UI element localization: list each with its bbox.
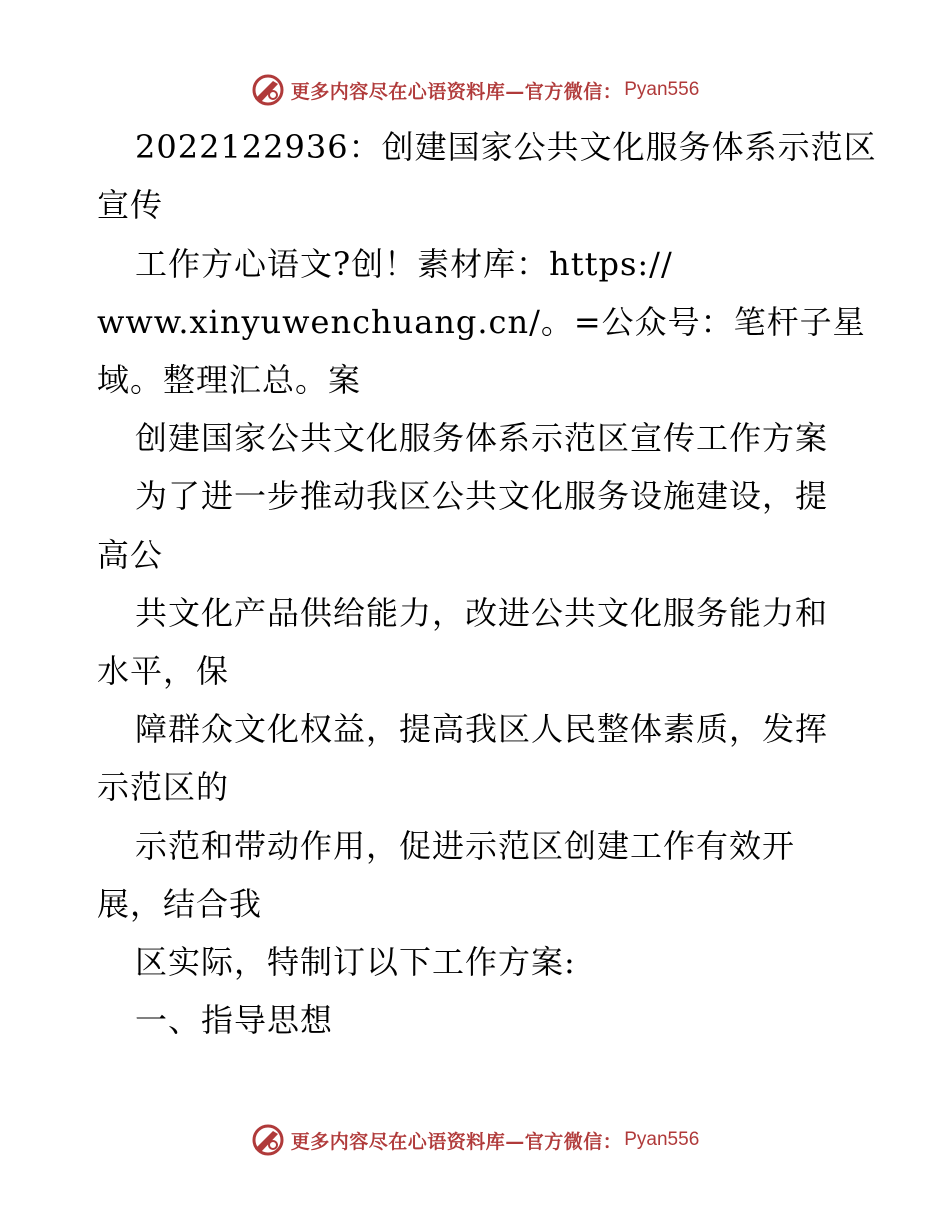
ink-pen-seal-icon [251, 73, 285, 107]
doc-line: www.xinyuwenchuang.cn/。=公众号：笔杆子星 [97, 303, 866, 341]
doc-line: 共文化产品供给能力，改进公共文化服务能力和 [135, 594, 829, 632]
doc-line: 示范区的 [97, 768, 230, 806]
doc-line: 为了进一步推动我区公共文化服务设施建设，提 [135, 477, 829, 515]
watermark-text: 更多内容尽在心语资料库—官方微信： [290, 80, 623, 103]
watermark-wechat-id: Pyan556 [624, 79, 700, 100]
doc-line: 障群众文化权益，提高我区人民整体素质，发挥 [135, 710, 829, 748]
doc-line: 宣传 [97, 186, 164, 224]
watermark-wechat-id: Pyan556 [624, 1129, 700, 1150]
section-heading: 一、指导思想 [135, 1001, 334, 1039]
doc-line: 高公 [97, 536, 164, 574]
doc-line: 水平，保 [97, 652, 230, 690]
doc-line: 区实际，特制订以下工作方案: [135, 943, 576, 981]
footer-watermark [0, 1120, 950, 1160]
doc-line: 域。整理汇总。案 [97, 361, 362, 399]
ink-pen-seal-icon [251, 1123, 285, 1157]
doc-line: 展，结合我 [97, 885, 263, 923]
doc-line: 2022122936：创建国家公共文化服务体系示范区 [135, 128, 877, 166]
header-watermark [0, 70, 950, 110]
doc-line: 示范和带动作用，促进示范区创建工作有效开 [135, 827, 796, 865]
doc-line: 工作方心语文?创！素材库：https:// [135, 245, 673, 283]
watermark-text: 更多内容尽在心语资料库—官方微信： [290, 1130, 623, 1153]
doc-line: 创建国家公共文化服务体系示范区宣传工作方案 [135, 419, 829, 457]
